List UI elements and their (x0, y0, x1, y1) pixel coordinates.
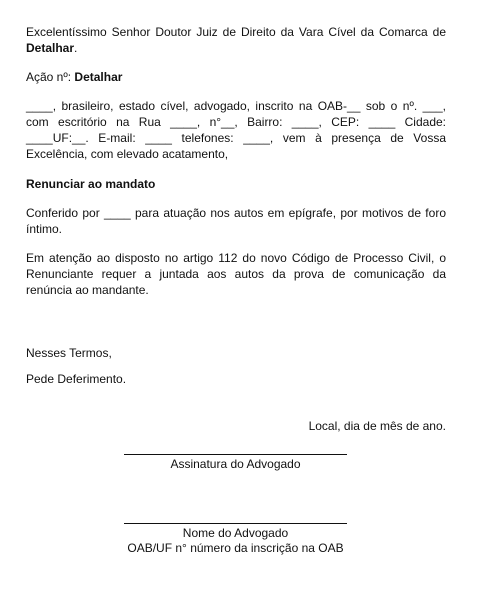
comarca-detail: Detalhar (26, 41, 75, 55)
conferido-paragraph: Conferido por ____ para atuação nos autos em epígrafe, por motivos de foro íntimo. (26, 206, 446, 236)
petition-document (26, 24, 446, 434)
addressee-paragraph (26, 24, 446, 56)
closing-request: Pede Deferimento. (26, 372, 127, 386)
request-paragraph: Em atenção ao disposto no artigo 112 do novo Código de Processo Civil, o Renunciante requer a juntada aos autos da prova de comunicação da renúncia ao mandante. (26, 251, 446, 297)
lawyer-name-label: Nome do Advogado (182, 526, 289, 540)
addressee-period: . (74, 41, 78, 55)
case-number-label: Ação nº: (26, 70, 72, 84)
signature-line (124, 454, 347, 455)
case-number-value: Detalhar (74, 70, 123, 84)
qualification-paragraph: ____, brasileiro, estado cível, advogado, inscrito na OAB-__ sob o nº. ___, com escritório na Rua ____, n°__, Bairro: ____, CEP: ____ Cidade: ____UF:__. E-mail: ____ telefones: ____, vem à presença de Vossa Excelência, com elevado acatamento, (26, 99, 446, 161)
signature-block (124, 454, 347, 472)
petition-title: Renunciar ao mandato (26, 177, 156, 191)
place-date-line: Local, dia de mês de ano. (308, 419, 446, 433)
lawyer-identification-block (124, 523, 347, 556)
case-number-line (26, 69, 446, 85)
signature-label: Assinatura do Advogado (170, 457, 301, 471)
closing-terms: Nesses Termos, (26, 346, 112, 360)
addressee-text: Excelentíssimo Senhor Doutor Juiz de Direito da Vara Cível da Comarca de (26, 25, 446, 39)
oab-number-label: OAB/UF n° número da inscrição na OAB (127, 541, 344, 555)
name-line (124, 523, 347, 524)
